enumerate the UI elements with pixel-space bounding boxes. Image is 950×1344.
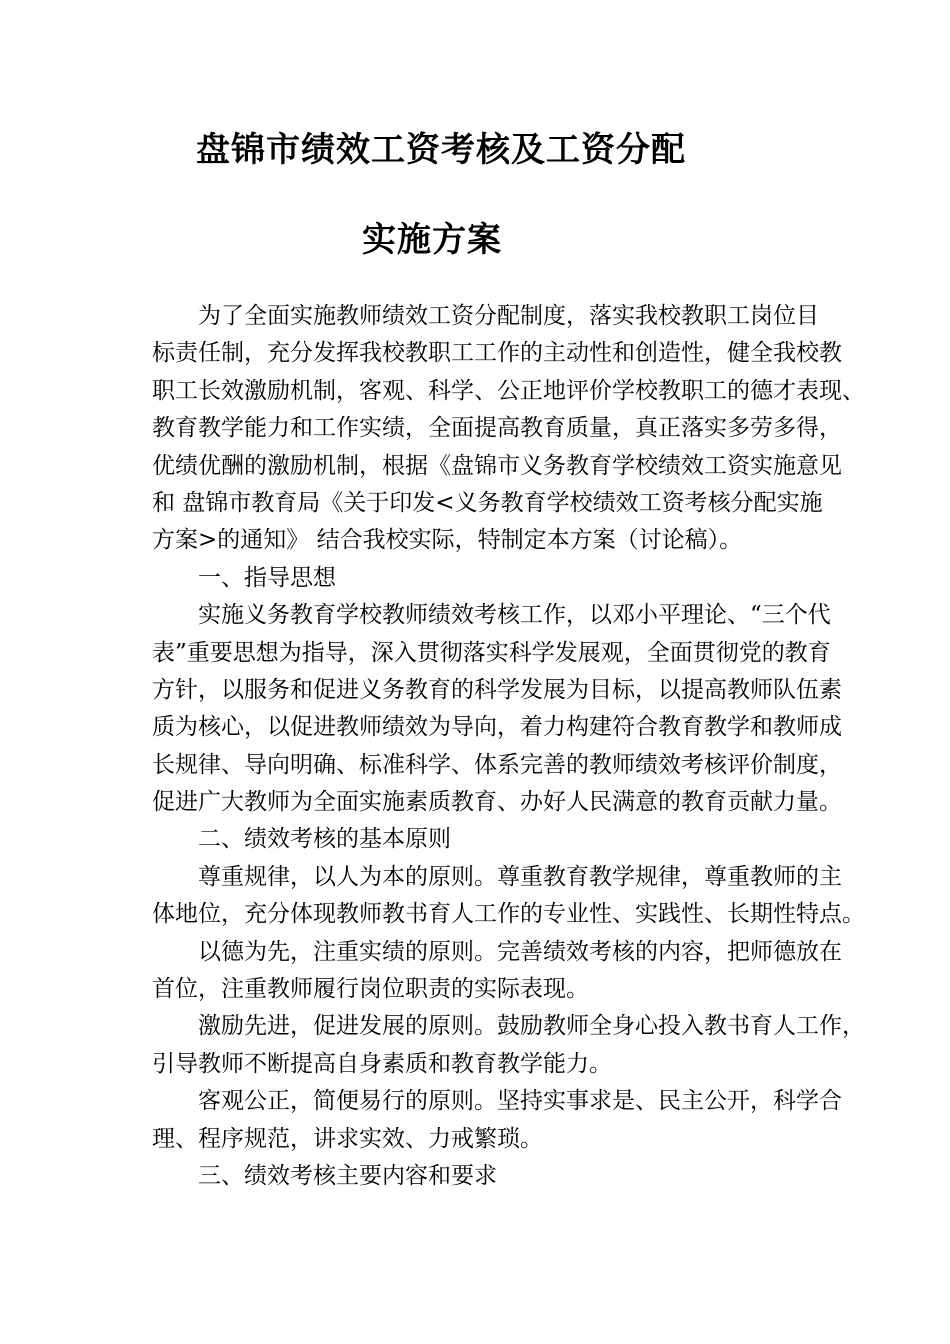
paragraph-line: 理、程序规范，讲求实效、力戒繁琐。: [152, 1125, 543, 1152]
paragraph-line: 首位，注重教师履行岗位职责的实际表现。: [152, 976, 589, 1003]
section-heading: 三、绩效考核主要内容和要求: [198, 1162, 497, 1189]
paragraph-line: 表”重要思想为指导，深入贯彻落实科学发展观，全面贯彻党的教育: [152, 639, 831, 666]
document-body: [152, 298, 865, 1195]
section-heading: 一、指导思想: [198, 564, 336, 591]
paragraph-line: 长规律、导向明确、标准科学、体系完善的教师绩效考核评价制度，: [152, 751, 842, 778]
paragraph-line: 以德为先，注重实绩的原则。完善绩效考核的内容，把师德放在: [198, 938, 842, 965]
section-heading: 二、绩效考核的基本原则: [198, 826, 451, 853]
document-title-line-1: 盘锦市绩效工资考核及工资分配: [196, 130, 686, 170]
paragraph-line: 方案>的通知》 结合我校实际，特制定本方案（讨论稿）。: [152, 527, 743, 554]
paragraph-line: 优绩优酬的激励机制，根据《盘锦市义务教育学校绩效工资实施意见: [152, 452, 842, 479]
paragraph-line: 尊重规律，以人为本的原则。尊重教育教学规律，尊重教师的主: [198, 863, 842, 890]
paragraph-line: 和 盘锦市教育局《关于印发<义务教育学校绩效工资考核分配实施: [152, 489, 823, 516]
document-title-line-2: 实施方案: [362, 220, 502, 260]
paragraph-line: 客观公正，简便易行的原则。坚持实事求是、民主公开，科学合: [198, 1088, 842, 1115]
paragraph-line: 质为核心，以促进教师绩效为导向，着力构建符合教育教学和教师成: [152, 714, 842, 741]
paragraph-line: 引导教师不断提高自身素质和教育教学能力。: [152, 1050, 612, 1077]
paragraph-line: 为了全面实施教师绩效工资分配制度，落实我校教职工岗位目: [198, 303, 819, 329]
paragraph-line: 体地位，充分体现教师教书育人工作的专业性、实践性、长期性特点。: [152, 901, 865, 928]
paragraph-line: 激励先进，促进发展的原则。鼓励教师全身心投入教书育人工作，: [198, 1013, 865, 1040]
paragraph-line: 教育教学能力和工作实绩，全面提高教育质量，真正落实多劳多得，: [152, 415, 842, 442]
paragraph-line: 方针，以服务和促进义务教育的科学发展为目标，以提高教师队伍素: [152, 676, 842, 703]
paragraph-line: 实施义务教育学校教师绩效考核工作，以邓小平理论、“三个代: [198, 602, 831, 629]
paragraph-line: 促进广大教师为全面实施素质教育、办好人民满意的教育贡献力量。: [152, 789, 842, 816]
paragraph-line: 标责任制，充分发挥我校教职工工作的主动性和创造性，健全我校教: [152, 340, 842, 367]
paragraph-line: 职工长效激励机制，客观、科学、公正地评价学校教职工的德才表现、: [152, 377, 865, 404]
